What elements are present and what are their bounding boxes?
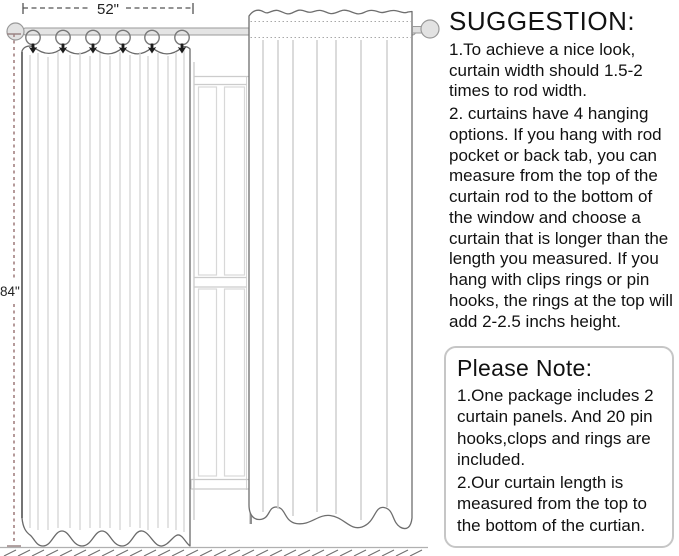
suggestion-title: SUGGESTION: <box>449 6 636 36</box>
rod-finial-right <box>413 20 440 38</box>
please-note-box <box>444 346 674 548</box>
window <box>191 60 254 524</box>
pin-hooks <box>29 44 186 54</box>
curtain-length-dimension <box>0 34 21 546</box>
right-curtain-panel <box>249 10 412 528</box>
suggestion-item-1: 1.To achieve a nice look, curtain width should 1.5-2 times to rod width. <box>449 40 643 101</box>
note-item-2: 2.Our curtain length is measured from the top to the bottom of the curtian. <box>457 473 647 535</box>
note-title: Please Note: <box>457 355 593 381</box>
rod-width-dimension <box>23 1 193 18</box>
rod-width-label: 52" <box>96 1 120 18</box>
rod-finial-left <box>7 23 24 40</box>
instructions-panel <box>449 6 676 344</box>
left-curtain-panel <box>22 46 190 546</box>
note-item-1: 1.One package includes 2 curtain panels. And 20 pin hooks,clops and rings are included. <box>457 386 654 469</box>
curtain-length-label: 84" <box>0 284 20 299</box>
floor <box>0 548 428 556</box>
suggestion-item-2: 2. curtains have 4 hanging options. If you hang with rod pocket or back tab, you can measure from the top of the curtain rod to the bottom of the window and choose a curtain that is longer than the length you measured. If you hang with clips rings or pin hooks, the rings at the top will add 2-2.5 inchs height. <box>449 104 673 331</box>
